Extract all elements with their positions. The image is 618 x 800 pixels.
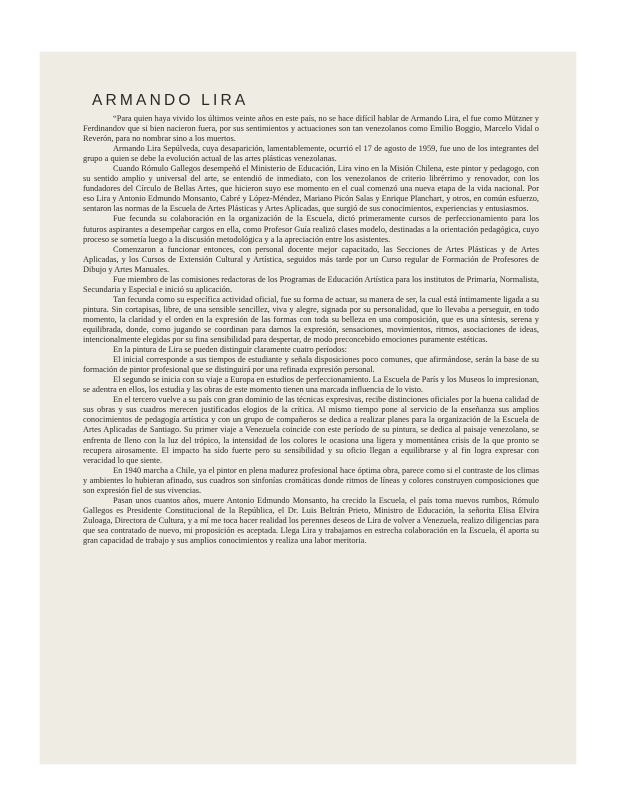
paragraph: En la pintura de Lira se pueden distinguir claramente cuatro períodos: [113,345,347,355]
document-page [40,52,576,764]
paragraph: “Para quien haya vivido los últimos veinte años en este país, no se hace difícil hablar de Armando Lira, el fue como Mützner y Ferdinandov que si bien nacieron fuera, por sus sentimientos y actuaciones son tan venezolanos como Emilio Boggio, Marcelo Vidal o Reverón, para no nombrar sino a los muertos. [83,114,539,144]
paragraph: En 1940 marcha a Chile, ya el pintor en plena madurez profesional hace óptima obra, parece como si el contraste de los climas y ambientes lo hubieran afinado, sus cuadros son sinfonías cromáticas donde ritmos de líneas y colores construyen composiciones que son expresión fiel de sus vivencias. [83,465,539,495]
paragraph: El segundo se inicia con su viaje a Europa en estudios de perfeccionamiento. La Escuela de París y los Museos lo impresionan, se adentra en ellos, los estudia y las obras de este momento tienen una marcada influencia de lo visto. [83,375,539,395]
paragraph: Armando Lira Sepúlveda, cuya desaparición, lamentablemente, ocurrió el 17 de agosto de 1959, fue uno de los integrantes del grupo a quien se debe la evolución actual de las artes plásticas venezolanas. [83,144,539,164]
paragraph: En el tercero vuelve a su país con gran dominio de las técnicas expresivas, recibe distinciones oficiales por la buena calidad de sus obras y sus cuadros merecen justificados elogios de la crítica. Al mismo tiempo pone al servicio de la enseñanza sus amplios conocimientos de pedagogía artística y con un grupo de compañeros se dedica a realizar planes para la organización de la Escuela de Artes Aplicadas de Santiago. Su primer viaje a Venezuela coincide con este período de su pintura, se dedica al paisaje venezolano, se enfrenta de lleno con la luz del trópico, la intensidad de los colores le ocasiona una ligera y momentánea crisis de la que pronto se recupera airosamente. El impacto ha sido fuerte pero su sensibilidad y su oficio llegan a equilibrarse y al fin logra expresar con veracidad lo que siente. [83,395,539,465]
document-body [83,114,539,546]
document-title: ARMANDO LIRA [92,92,249,109]
paragraph: Fue fecunda su colaboración en la organización de la Escuela, dictó primeramente cursos de perfeccionamiento para los futuros aspirantes a desempeñar cargos en ella, como Profesor Guía realizó clases modelo, destinadas a la orientación pedagógica, cuyo proceso se sometía luego a la discusión metodológica y a la apreciación entre los asistentes. [83,214,539,244]
paragraph: Pasan unos cuantos años, muere Antonio Edmundo Monsanto, ha crecido la Escuela, el país toma nuevos rumbos, Rómulo Gallegos es Presidente Constitucional de la República, el Dr. Luis Beltrán Prieto, Ministro de Educación, la señorita Elisa Elvira Zuloaga, Directora de Cultura, y a mí me toca hacer realidad los perennes deseos de Lira de volver a Venezuela, realizo diligencias para que sea contratado de nuevo, mi proposición es aceptada. Llega Lira y trabajamos en estrecha colaboración en la Escuela, él aporta su gran capacidad de trabajo y sus amplios conocimientos y realiza una labor meritoria. [83,495,539,545]
paragraph: Tan fecunda como su específica actividad oficial, fue su forma de actuar, su manera de ser, la cual está íntimamente ligada a su pintura. Sin cortapisas, libre, de una sensible sencillez, viva y alegre, signada por su personalidad, que lo llevaba a perseguir, en todo momento, la claridad y el orden en la expresión de las formas con toda su belleza en una composición, que es una síntesis, serena y equilibrada, donde, como jugando se coordinan para darnos la expresión, sensaciones, movimientos, ritmos, asociaciones de ideas, intencionalmente elegidas por su fina sensibilidad para despertar, de modo preconcebido emociones puramente estéticas. [83,294,539,345]
paragraph: Comenzaron a funcionar entonces, con personal docente mejor capacitado, las Secciones de Artes Plásticas y de Artes Aplicadas, y los Cursos de Extensión Cultural y Artística, seguidos más tarde por un Curso regular de Formación de Profesores de Dibujo y Artes Manuales. [83,244,539,274]
paragraph: Fue miembro de las comisiones redactoras de los Programas de Educación Artística para los institutos de Primaria, Normalista, Secundaria y Especial e inició su aplicación. [83,274,539,294]
paragraph: El inicial corresponde a sus tiempos de estudiante y señala disposiciones poco comunes, que afirmándose, serán la base de su formación de pintor profesional que se distinguirá por una refinada expresión personal. [83,355,539,375]
paragraph: Cuando Rómulo Gallegos desempeñó el Ministerio de Educación, Lira vino en la Misión Chilena, este pintor y pedagogo, con su sentido amplio y universal del arte, se entendió de inmediato, con los venezolanos de criterio librérrimo y renovador, con los fundadores del Círculo de Bellas Artes, que hicieron suyo ese momento en el cual comenzó una nueva etapa de la vida nacional. Por eso Lira y Antonio Edmundo Monsanto, Cabré y López-Méndez, Mariano Picón Salas y Enrique Planchart, y otros, en común esfuerzo, sentaron las normas de la Escuela de Artes Plásticas y Artes Aplicadas, que surgió de sus conocimientos, experiencias y entusiasmos. [83,164,539,214]
